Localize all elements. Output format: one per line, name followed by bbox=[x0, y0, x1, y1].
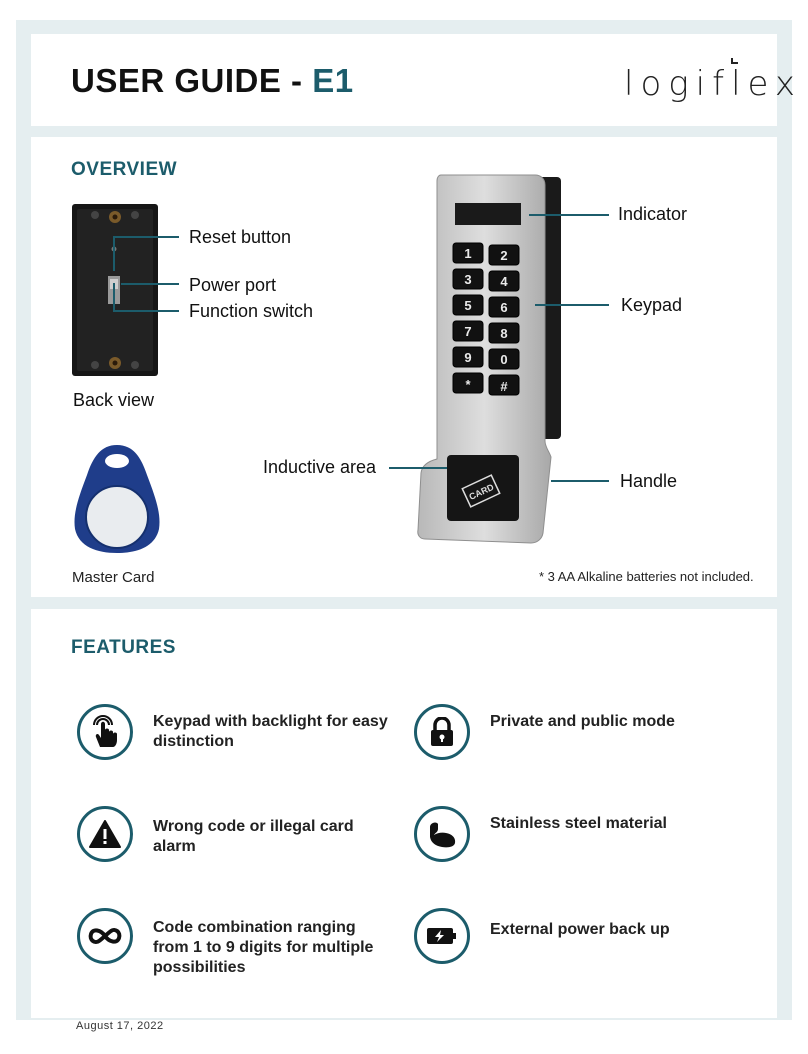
key-9: 9 bbox=[464, 350, 472, 365]
infinity-icon bbox=[77, 908, 133, 964]
keypad-leader bbox=[535, 304, 609, 306]
reset-leader bbox=[113, 236, 179, 238]
footer-date: August 17, 2022 bbox=[76, 1020, 164, 1032]
handle-label: Handle bbox=[620, 471, 678, 491]
battery-charge-icon bbox=[414, 908, 470, 964]
handle-leader bbox=[551, 480, 609, 482]
touch-hand-icon bbox=[77, 704, 133, 760]
card-area-label: CARD bbox=[467, 481, 496, 502]
key-8: 8 bbox=[500, 326, 508, 341]
reset-button-label: Reset button bbox=[189, 227, 292, 247]
feature-text: Private and public mode bbox=[490, 713, 675, 730]
power-port-leader bbox=[121, 283, 179, 285]
page-title bbox=[71, 62, 354, 100]
indicator-label: Indicator bbox=[618, 204, 688, 224]
title-model: E1 bbox=[312, 62, 354, 99]
battery-note: * 3 AA Alkaline batteries not included. bbox=[539, 569, 754, 584]
switch-leader-v bbox=[113, 283, 115, 311]
back-view-image bbox=[71, 203, 159, 377]
inductive-leader bbox=[389, 467, 447, 469]
inductive-area-label: Inductive area bbox=[263, 457, 377, 477]
master-card-caption: Master Card bbox=[72, 569, 155, 586]
key-star: * bbox=[465, 377, 471, 392]
function-switch-label: Function switch bbox=[189, 301, 314, 321]
reset-leader-v bbox=[113, 237, 115, 271]
key-1: 1 bbox=[464, 246, 472, 261]
feature-text: Wrong code or illegal card alarm bbox=[153, 818, 354, 855]
logo-text: logiflex bbox=[624, 64, 802, 104]
feature-text: Code combination ranging from 1 to 9 digits for multiple possibilities bbox=[153, 919, 374, 976]
features-heading: FEATURES bbox=[71, 637, 176, 658]
function-switch-leader bbox=[113, 310, 179, 312]
overview-panel bbox=[31, 137, 777, 597]
master-card-fob-image bbox=[71, 443, 163, 555]
feature-text: Stainless steel material bbox=[490, 815, 667, 832]
key-hash: # bbox=[500, 379, 508, 394]
keypad-label: Keypad bbox=[621, 295, 683, 315]
overview-heading: OVERVIEW bbox=[71, 159, 178, 180]
power-port-label: Power port bbox=[189, 275, 277, 295]
logiflex-logo bbox=[624, 58, 802, 114]
features-panel bbox=[31, 609, 777, 1018]
feature-text: Keypad with backlight for easy distinction bbox=[153, 713, 388, 750]
key-3: 3 bbox=[464, 272, 472, 287]
key-6: 6 bbox=[500, 300, 508, 315]
indicator-leader bbox=[529, 214, 609, 216]
key-0: 0 bbox=[500, 352, 508, 367]
padlock-icon bbox=[414, 704, 470, 760]
key-2: 2 bbox=[500, 248, 508, 263]
key-4: 4 bbox=[500, 274, 508, 289]
header-panel bbox=[31, 34, 802, 126]
feature-text: External power back up bbox=[490, 921, 670, 938]
warning-icon bbox=[77, 806, 133, 862]
strength-arm-icon bbox=[414, 806, 470, 862]
back-view-caption: Back view bbox=[73, 390, 155, 410]
lock-front-image bbox=[417, 173, 567, 545]
key-5: 5 bbox=[464, 298, 472, 313]
title-prefix: USER GUIDE - bbox=[71, 62, 313, 99]
key-7: 7 bbox=[464, 324, 472, 339]
